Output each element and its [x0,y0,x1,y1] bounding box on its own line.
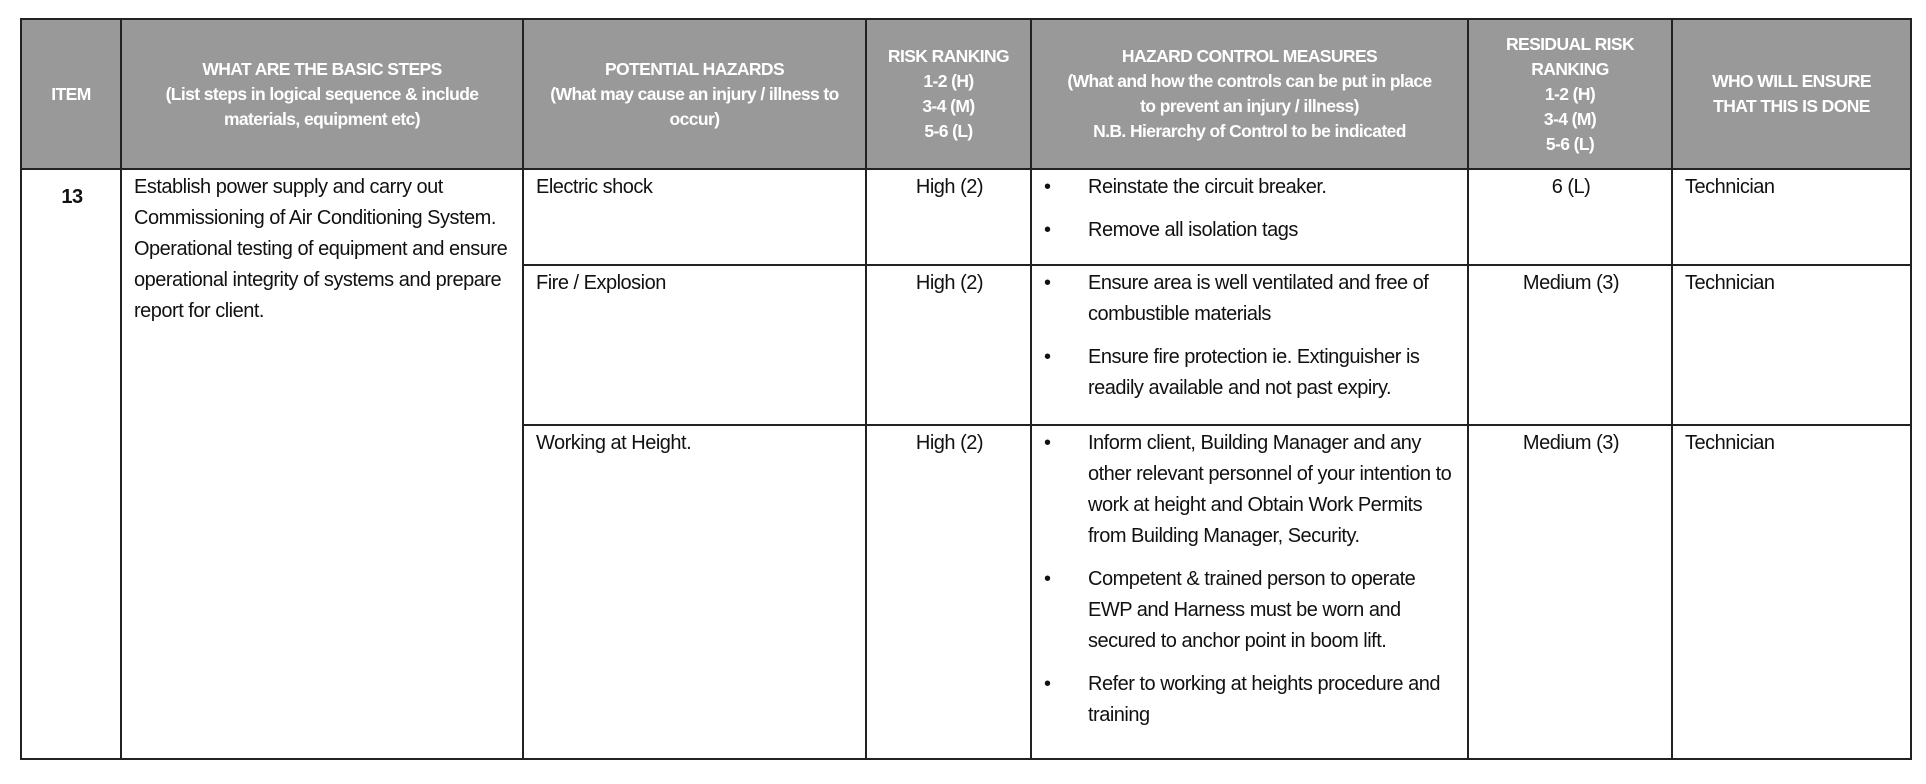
header-line: N.B. Hierarchy of Control to be indicated [1093,121,1406,141]
header-who [1672,19,1911,169]
header-line: (What and how the controls can be put in place [1067,71,1432,91]
header-line: ITEM [51,83,91,104]
risk-ranking: High (2) [866,265,1031,425]
basic-steps: Establish power supply and carry out Commissioning of Air Conditioning System. Operational testing of equipment and ensure operational integrity of systems and prepare report for client. [121,169,523,759]
list-item [1032,428,1457,552]
bullet-icon: • [1044,432,1051,454]
header-line: THAT THIS IS DONE [1713,96,1870,116]
header-line: 1-2 (H) [1544,83,1596,104]
risk-ranking: High (2) [866,169,1031,265]
bullet-icon: • [1044,568,1051,590]
bullet-icon: • [1044,176,1051,198]
header-line: RESIDUAL RISK [1505,33,1634,54]
header-item [21,19,121,169]
residual-risk: 6 (L) [1468,169,1672,265]
control-text: Competent & trained person to operate EWP and Harness must be worn and secured to anchor point in boom lift. [1088,568,1416,652]
header-residual-risk [1468,19,1672,169]
header-line: to prevent an injury / illness) [1140,96,1359,116]
control-measures [1031,425,1468,759]
control-text: Ensure area is well ventilated and free of combustible materials [1088,272,1429,325]
header-row [21,19,1911,169]
header-line: 3-4 (M) [1543,108,1597,129]
control-text: Ensure fire protection ie. Extinguisher is readily available and not past expiry. [1088,346,1420,399]
responsible: Technician [1672,425,1911,759]
header-line: 3-4 (M) [922,96,975,116]
control-text: Remove all isolation tags [1088,219,1298,241]
bullet-icon: • [1044,272,1051,294]
residual-risk: Medium (3) [1468,265,1672,425]
risk-assessment-table [20,18,1912,760]
header-line: 5-6 (L) [1545,133,1595,154]
item-number: 13 [21,169,121,759]
hazard: Working at Height. [523,425,866,759]
header-control-measures [1031,19,1468,169]
list-item [1032,342,1457,404]
hazard: Fire / Explosion [523,265,866,425]
header-line: (What may cause an injury / illness to [550,83,839,104]
list-item [1032,669,1457,731]
risk-ranking: High (2) [866,425,1031,759]
control-text: Inform client, Building Manager and any other relevant personnel of your intention to work at height and Obtain Work Permits from Building Manager, Security. [1088,432,1452,547]
header-line: HAZARD CONTROL MEASURES [1121,46,1378,66]
header-line: RANKING [1531,58,1609,79]
control-measures [1031,265,1468,425]
header-line: occur) [669,108,720,129]
list-item [1032,172,1457,203]
residual-risk: Medium (3) [1468,425,1672,759]
header-line: POTENTIAL HAZARDS [604,58,785,79]
header-risk-ranking [866,19,1031,169]
header-steps [121,19,523,169]
header-hazards [523,19,866,169]
control-measures [1031,169,1468,265]
header-line: materials, equipment etc) [223,108,421,129]
header-line: (List steps in logical sequence & include [165,83,479,104]
bullet-icon: • [1044,346,1051,368]
list-item [1032,268,1457,330]
header-line: RISK RANKING [887,46,1010,66]
hazard: Electric shock [523,169,866,265]
header-line: WHO WILL ENSURE [1712,71,1871,91]
control-text: Reinstate the circuit breaker. [1088,176,1327,198]
header-line: 5-6 (L) [924,121,973,141]
table-row [21,169,1911,265]
header-line: 1-2 (H) [923,71,974,91]
control-text: Refer to working at heights procedure and training [1088,673,1440,726]
responsible: Technician [1672,169,1911,265]
header-line: WHAT ARE THE BASIC STEPS [202,58,442,79]
bullet-icon: • [1044,219,1051,241]
list-item [1032,564,1457,657]
responsible: Technician [1672,265,1911,425]
list-item [1032,215,1457,246]
bullet-icon: • [1044,673,1051,695]
